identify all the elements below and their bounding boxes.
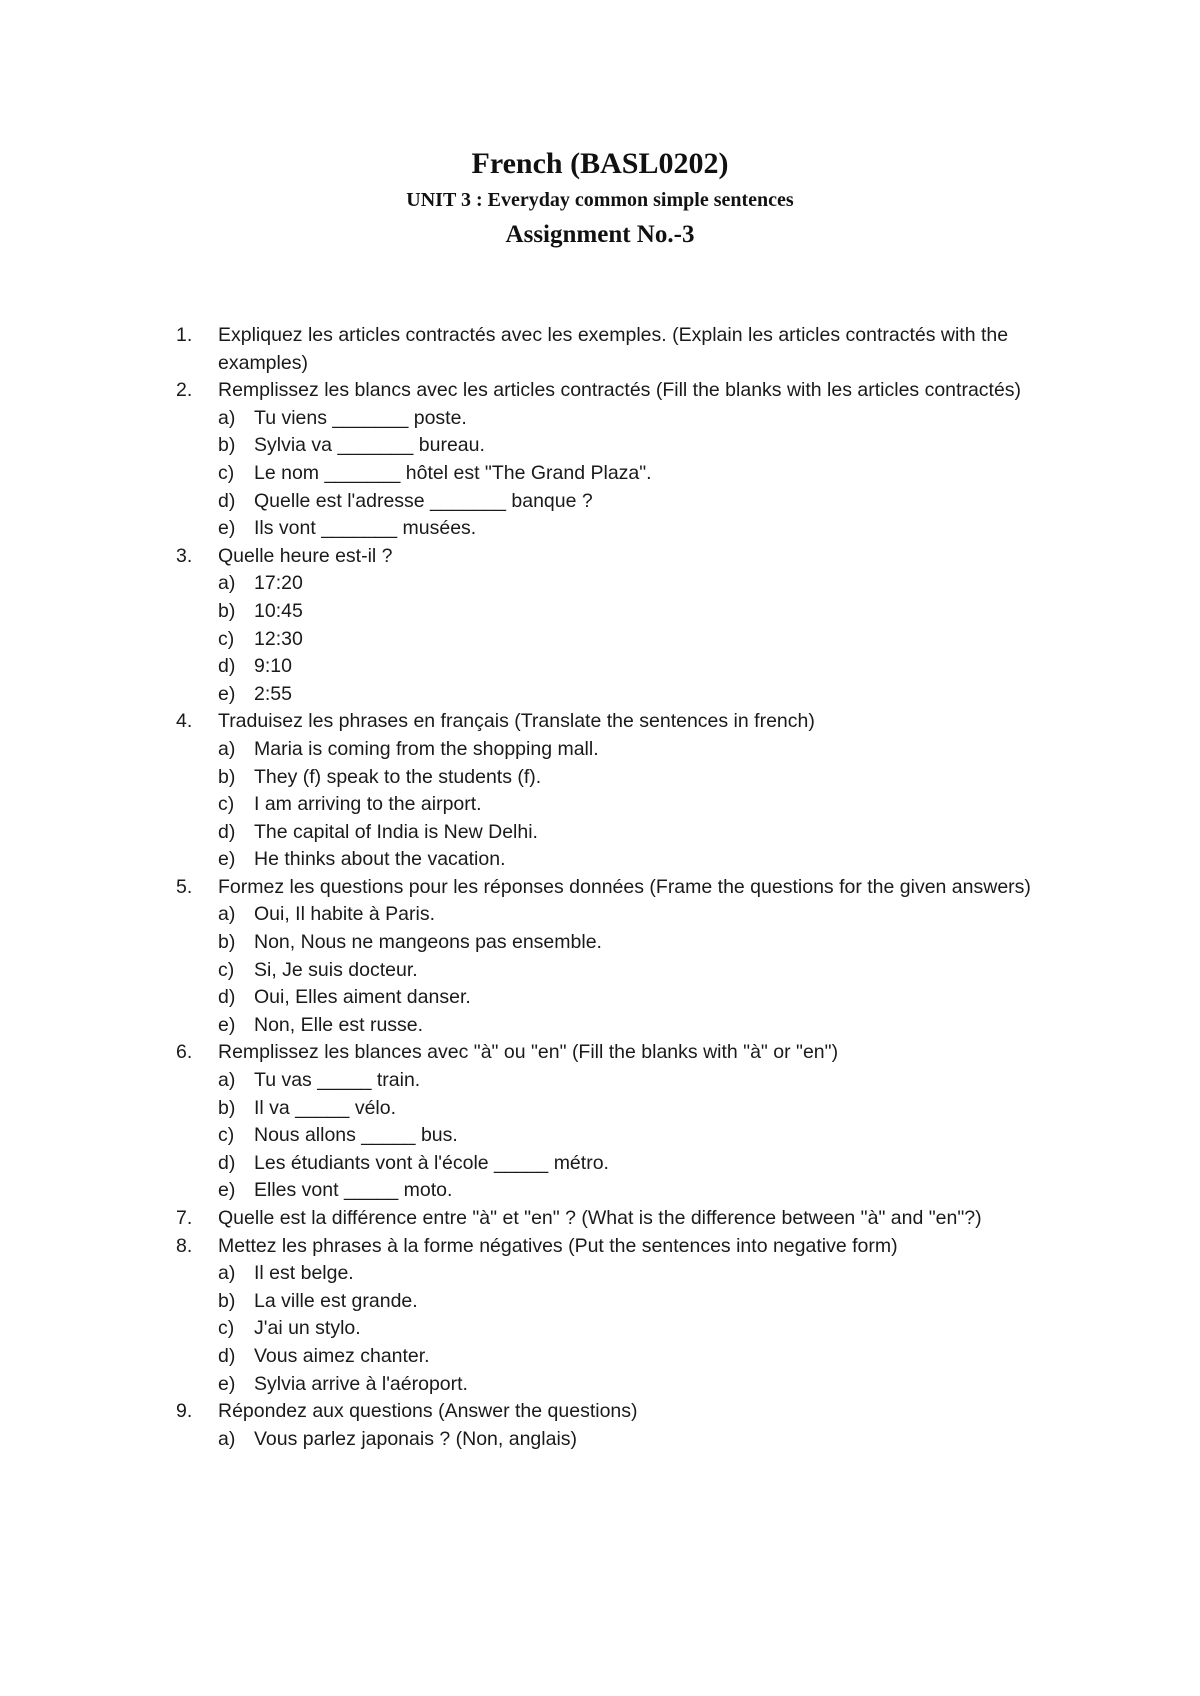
sub-question-item bbox=[218, 570, 1066, 598]
sub-question-item bbox=[218, 1315, 1066, 1343]
question-number: 8. bbox=[176, 1234, 193, 1257]
sub-question-letter: c) bbox=[218, 793, 235, 816]
sub-question-item bbox=[218, 515, 1066, 543]
sub-question-item bbox=[218, 681, 1066, 709]
sub-question-text: Vous aimez chanter. bbox=[254, 1344, 430, 1367]
sub-question-text: Quelle est l'adresse _______ banque ? bbox=[254, 489, 593, 512]
sub-question-list bbox=[218, 1426, 1066, 1454]
sub-question-letter: e) bbox=[218, 1179, 236, 1202]
question-text: Remplissez les blancs avec les articles contractés (Fill the blanks with les articles contractés) bbox=[218, 379, 1022, 402]
sub-question-letter: a) bbox=[218, 1427, 236, 1450]
question-item bbox=[176, 1398, 1066, 1453]
assignment-heading: Assignment No.-3 bbox=[505, 221, 695, 248]
sub-question-list bbox=[218, 901, 1066, 1039]
sub-question-item bbox=[218, 819, 1066, 847]
question-item bbox=[176, 322, 1066, 377]
sub-question-item bbox=[218, 901, 1066, 929]
sub-question-letter: b) bbox=[218, 1096, 236, 1119]
sub-question-letter: a) bbox=[218, 1262, 236, 1285]
sub-question-text: Oui, Elles aiment danser. bbox=[254, 986, 471, 1009]
question-number: 3. bbox=[176, 544, 193, 567]
sub-question-item bbox=[218, 1288, 1066, 1316]
sub-question-text: Tu viens _______ poste. bbox=[254, 406, 467, 429]
sub-question-item bbox=[218, 764, 1066, 792]
sub-question-letter: a) bbox=[218, 737, 236, 760]
question-text: Remplissez les blances avec "à" ou "en" (Fill the blanks with "à" or "en") bbox=[218, 1041, 839, 1064]
sub-question-item bbox=[218, 984, 1066, 1012]
question-text: Quelle heure est-il ? bbox=[218, 544, 393, 567]
sub-question-text: He thinks about the vacation. bbox=[254, 848, 506, 871]
sub-question-item bbox=[218, 1122, 1066, 1150]
question-text: Répondez aux questions (Answer the questions) bbox=[218, 1400, 638, 1423]
sub-question-text: Oui, Il habite à Paris. bbox=[254, 903, 436, 926]
sub-question-list bbox=[218, 736, 1066, 874]
sub-question-item bbox=[218, 929, 1066, 957]
sub-question-letter: d) bbox=[218, 655, 236, 678]
sub-question-item bbox=[218, 1150, 1066, 1178]
sub-question-item bbox=[218, 488, 1066, 516]
sub-question-text: Les étudiants vont à l'école _____ métro. bbox=[254, 1151, 609, 1174]
sub-question-item bbox=[218, 1177, 1066, 1205]
sub-question-item bbox=[218, 1095, 1066, 1123]
question-text: Traduisez les phrases en français (Translate the sentences in french) bbox=[218, 710, 815, 733]
sub-question-letter: d) bbox=[218, 986, 236, 1009]
sub-question-text: Nous allons _____ bus. bbox=[254, 1124, 458, 1147]
sub-question-item bbox=[218, 1426, 1066, 1454]
sub-question-letter: b) bbox=[218, 599, 236, 622]
sub-question-item bbox=[218, 736, 1066, 764]
sub-question-letter: a) bbox=[218, 406, 236, 429]
sub-question-text: Il est belge. bbox=[254, 1262, 354, 1285]
sub-question-letter: d) bbox=[218, 1151, 236, 1174]
sub-question-letter: e) bbox=[218, 848, 236, 871]
question-text: Formez les questions pour les réponses données (Frame the questions for the given answers) bbox=[218, 875, 1031, 898]
sub-question-item bbox=[218, 460, 1066, 488]
sub-question-text: 12:30 bbox=[254, 627, 303, 650]
sub-question-text: Il va _____ vélo. bbox=[254, 1096, 397, 1119]
sub-question-item bbox=[218, 432, 1066, 460]
sub-question-letter: d) bbox=[218, 1344, 236, 1367]
sub-question-letter: b) bbox=[218, 931, 236, 954]
question-number: 6. bbox=[176, 1041, 193, 1064]
sub-question-list bbox=[218, 1260, 1066, 1398]
sub-question-item bbox=[218, 1012, 1066, 1040]
question-number: 2. bbox=[176, 379, 193, 402]
question-item bbox=[176, 1233, 1066, 1399]
sub-question-letter: b) bbox=[218, 1289, 236, 1312]
sub-question-letter: c) bbox=[218, 461, 235, 484]
sub-question-text: Elles vont _____ moto. bbox=[254, 1179, 453, 1202]
sub-question-text: 10:45 bbox=[254, 599, 303, 622]
question-number: 5. bbox=[176, 875, 193, 898]
sub-question-item bbox=[218, 1371, 1066, 1399]
sub-question-text: The capital of India is New Delhi. bbox=[254, 820, 538, 843]
sub-question-letter: b) bbox=[218, 434, 236, 457]
sub-question-text: They (f) speak to the students (f). bbox=[254, 765, 542, 788]
sub-question-list bbox=[218, 1067, 1066, 1205]
sub-question-letter: d) bbox=[218, 820, 236, 843]
sub-question-letter: c) bbox=[218, 958, 235, 981]
question-item bbox=[176, 1205, 1066, 1233]
sub-question-item bbox=[218, 405, 1066, 433]
sub-question-text: Ils vont _______ musées. bbox=[254, 517, 477, 540]
sub-question-text: Tu vas _____ train. bbox=[254, 1069, 421, 1092]
sub-question-text: Non, Elle est russe. bbox=[254, 1013, 424, 1036]
sub-question-text: Sylvia va _______ bureau. bbox=[254, 434, 485, 457]
sub-question-list bbox=[218, 405, 1066, 543]
sub-question-item bbox=[218, 1067, 1066, 1095]
sub-question-item bbox=[218, 626, 1066, 654]
unit-subtitle: UNIT 3 : Everyday common simple sentences bbox=[406, 189, 794, 211]
sub-question-text: I am arriving to the airport. bbox=[254, 793, 482, 816]
sub-question-text: La ville est grande. bbox=[254, 1289, 418, 1312]
sub-question-letter: b) bbox=[218, 765, 236, 788]
sub-question-text: Non, Nous ne mangeons pas ensemble. bbox=[254, 931, 602, 954]
question-text: Mettez les phrases à la forme négatives (Put the sentences into negative form) bbox=[218, 1234, 898, 1257]
sub-question-text: Maria is coming from the shopping mall. bbox=[254, 737, 599, 760]
sub-question-letter: a) bbox=[218, 572, 236, 595]
question-item bbox=[176, 543, 1066, 709]
document-title: French (BASL0202) bbox=[471, 147, 729, 180]
question-text: Expliquez les articles contractés avec les exemples. (Explain les articles contractés with the examples) bbox=[218, 324, 1009, 374]
sub-question-text: J'ai un stylo. bbox=[254, 1317, 361, 1340]
sub-question-letter: e) bbox=[218, 1372, 236, 1395]
sub-question-text: 9:10 bbox=[254, 655, 292, 678]
sub-question-letter: c) bbox=[218, 1124, 235, 1147]
question-number: 4. bbox=[176, 710, 193, 733]
sub-question-item bbox=[218, 1343, 1066, 1371]
question-text: Quelle est la différence entre "à" et "en" ? (What is the difference between "à" and "en"?) bbox=[218, 1207, 982, 1229]
question-number: 1. bbox=[176, 324, 193, 346]
question-list bbox=[176, 322, 1066, 1453]
sub-question-item bbox=[218, 653, 1066, 681]
sub-question-item bbox=[218, 791, 1066, 819]
question-number: 7. bbox=[176, 1207, 193, 1229]
sub-question-item bbox=[218, 598, 1066, 626]
sub-question-item bbox=[218, 846, 1066, 874]
sub-question-text: Vous parlez japonais ? (Non, anglais) bbox=[254, 1427, 578, 1450]
sub-question-letter: d) bbox=[218, 489, 236, 512]
document-header bbox=[0, 146, 1200, 252]
sub-question-letter: c) bbox=[218, 627, 235, 650]
sub-question-text: Sylvia arrive à l'aéroport. bbox=[254, 1372, 468, 1395]
sub-question-letter: e) bbox=[218, 1013, 236, 1036]
sub-question-text: 17:20 bbox=[254, 572, 303, 595]
sub-question-letter: e) bbox=[218, 682, 236, 705]
question-number: 9. bbox=[176, 1400, 193, 1423]
sub-question-text: 2:55 bbox=[254, 682, 292, 705]
sub-question-text: Le nom _______ hôtel est "The Grand Plaza". bbox=[254, 461, 652, 484]
sub-question-letter: a) bbox=[218, 903, 236, 926]
question-item bbox=[176, 1039, 1066, 1205]
sub-question-letter: e) bbox=[218, 517, 236, 540]
question-item bbox=[176, 377, 1066, 543]
sub-question-letter: c) bbox=[218, 1317, 235, 1340]
sub-question-list bbox=[218, 570, 1066, 708]
question-item bbox=[176, 708, 1066, 874]
sub-question-text: Si, Je suis docteur. bbox=[254, 958, 418, 981]
sub-question-item bbox=[218, 1260, 1066, 1288]
question-item bbox=[176, 874, 1066, 1040]
sub-question-item bbox=[218, 957, 1066, 985]
sub-question-letter: a) bbox=[218, 1069, 236, 1092]
